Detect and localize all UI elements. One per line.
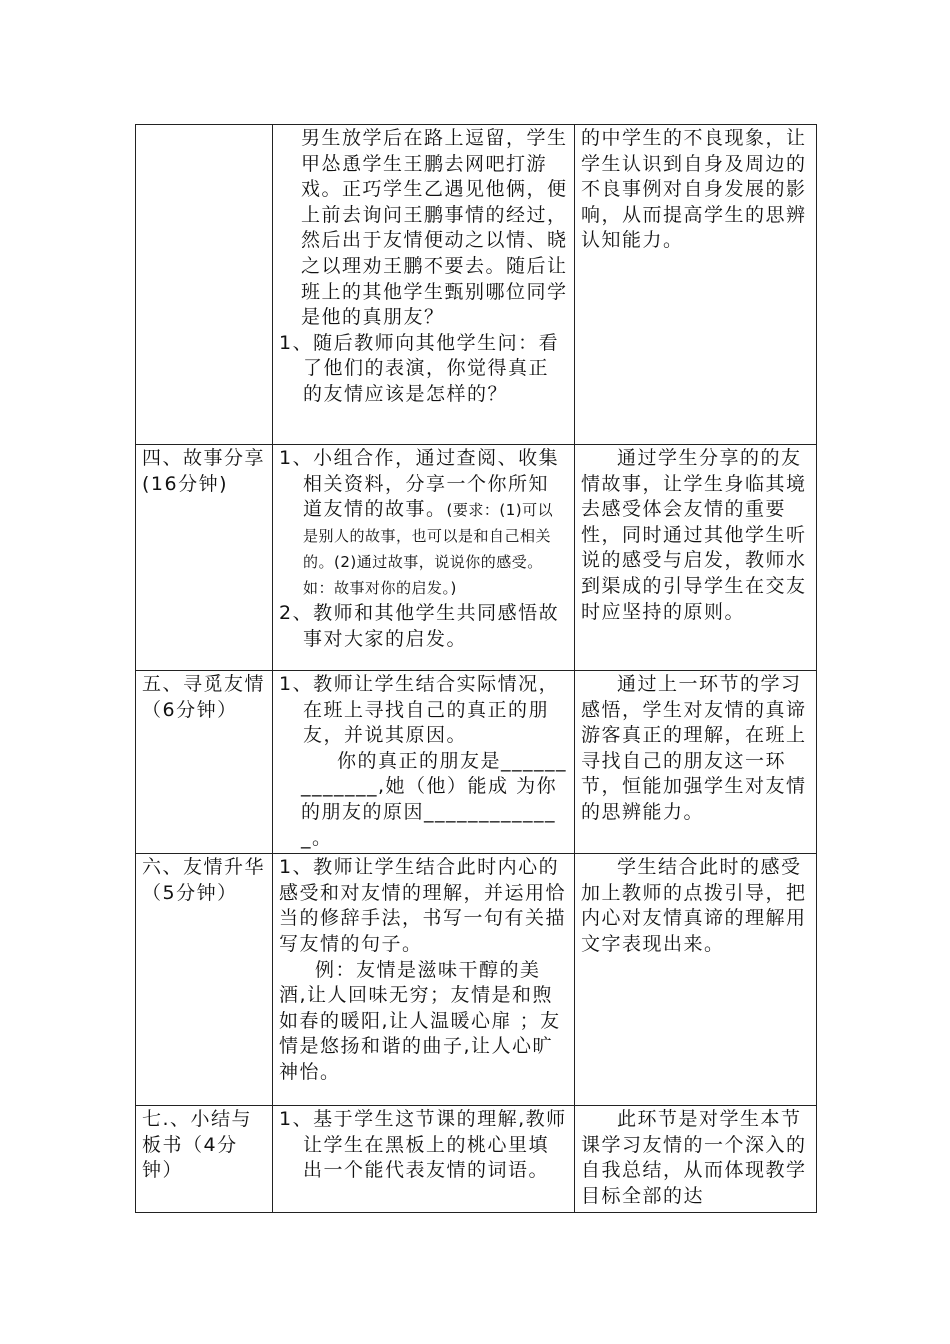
activity-cell [273,1106,575,1212]
stage-cell [136,671,273,854]
stage-cell [136,1106,273,1212]
activity-cell [273,854,575,1106]
purpose-cell [575,671,817,854]
activity-item-text: 1、小组合作，通过查阅、收集相关资料，分享一个你所知道友情的故事。 [279,447,560,521]
activity-item [279,446,568,601]
activity-text: 男生放学后在路上逗留，学生甲怂恿学生王鹏去网吧打游戏。正巧学生乙遇见他俩，便上前去询问王鹏事情的经过，然后出于友情便动之以情、晓之以理劝王鹏不要去。随后让班上的其他学生甄别哪位同学是他的真朋友？ [301,127,568,329]
fill-in-blank: 你的真正的朋友是_____________,她（他）能成 为你的朋友的原因_____________。 [301,749,568,849]
activity-cell [273,671,575,854]
purpose-cell [575,1106,817,1212]
purpose-cell [575,854,817,1106]
purpose-text: 通过学生分享的的友情故事，让学生身临其境去感受体会友情的重要性，同时通过其他学生听说的感受与启发，教师水到渠成的引导学生在交友时应坚持的原则。 [581,447,807,623]
table-row [136,125,817,445]
purpose-cell [575,445,817,671]
activity-item: 2、教师和其他学生共同感悟故事对大家的启发。 [279,602,560,650]
table-row [136,671,817,854]
activity-cell [273,125,575,445]
stage-cell [136,445,273,671]
purpose-text: 通过上一环节的学习感悟，学生对友情的真谛游客真正的理解，在班上寻找自己的朋友这一环节，恒能加强学生对友情的思辨能力。 [581,673,807,823]
table-row [136,1106,817,1212]
stage-label: 六、友情升华（5分钟） [142,856,266,904]
activity-item: 1、基于学生这节课的理解,教师让学生在黑板上的桃心里填出一个能代表友情的词语。 [279,1108,567,1182]
purpose-text: 的中学生的不良现象，让学生认识到自身及周边的不良事例对自身发展的影响，从而提高学生的思辨认知能力。 [581,127,807,252]
activity-item: 1、教师让学生结合此时内心的感受和对友情的理解，并运用恰当的修辞手法，书写一句有关描写友情的句子。 [279,856,567,955]
table-row [136,854,817,1106]
example-text: 例：友情是滋味干醇的美酒,让人回味无穷；友情是和煦如春的暖阳,让人温暖心扉 ；友情是悠扬和谐的曲子,让人心旷神怡。 [279,958,561,1083]
stage-cell [136,125,273,445]
stage-cell [136,854,273,1106]
activity-item: 1、教师让学生结合实际情况，在班上寻找自己的真正的朋友，并说其原因。 [279,673,560,747]
purpose-cell [575,125,817,445]
activity-item: 1、随后教师向其他学生问：看了他们的表演，你觉得真正的友情应该是怎样的？ [279,331,560,405]
activity-cell [273,445,575,671]
stage-label: 七.、小结与板书（4分钟） [142,1108,253,1182]
table-row [136,445,817,671]
activity-item-note: (要求：(1)可以是别人的故事，也可以是和自己相关的。(2)通过故事，说说你的感受。如：故事对你的启发。) [303,501,554,598]
purpose-text: 学生结合此时的感受加上教师的点拨引导，把内心对友情真谛的理解用文字表现出来。 [581,856,807,955]
lesson-plan-table [135,124,817,1213]
stage-label: 四、故事分享(16分钟) [142,447,266,495]
stage-label: 五、寻觅友情（6分钟） [142,673,266,721]
purpose-text: 此环节是对学生本节课学习友情的一个深入的自我总结，从而体现教学目标全部的达 [581,1108,807,1207]
